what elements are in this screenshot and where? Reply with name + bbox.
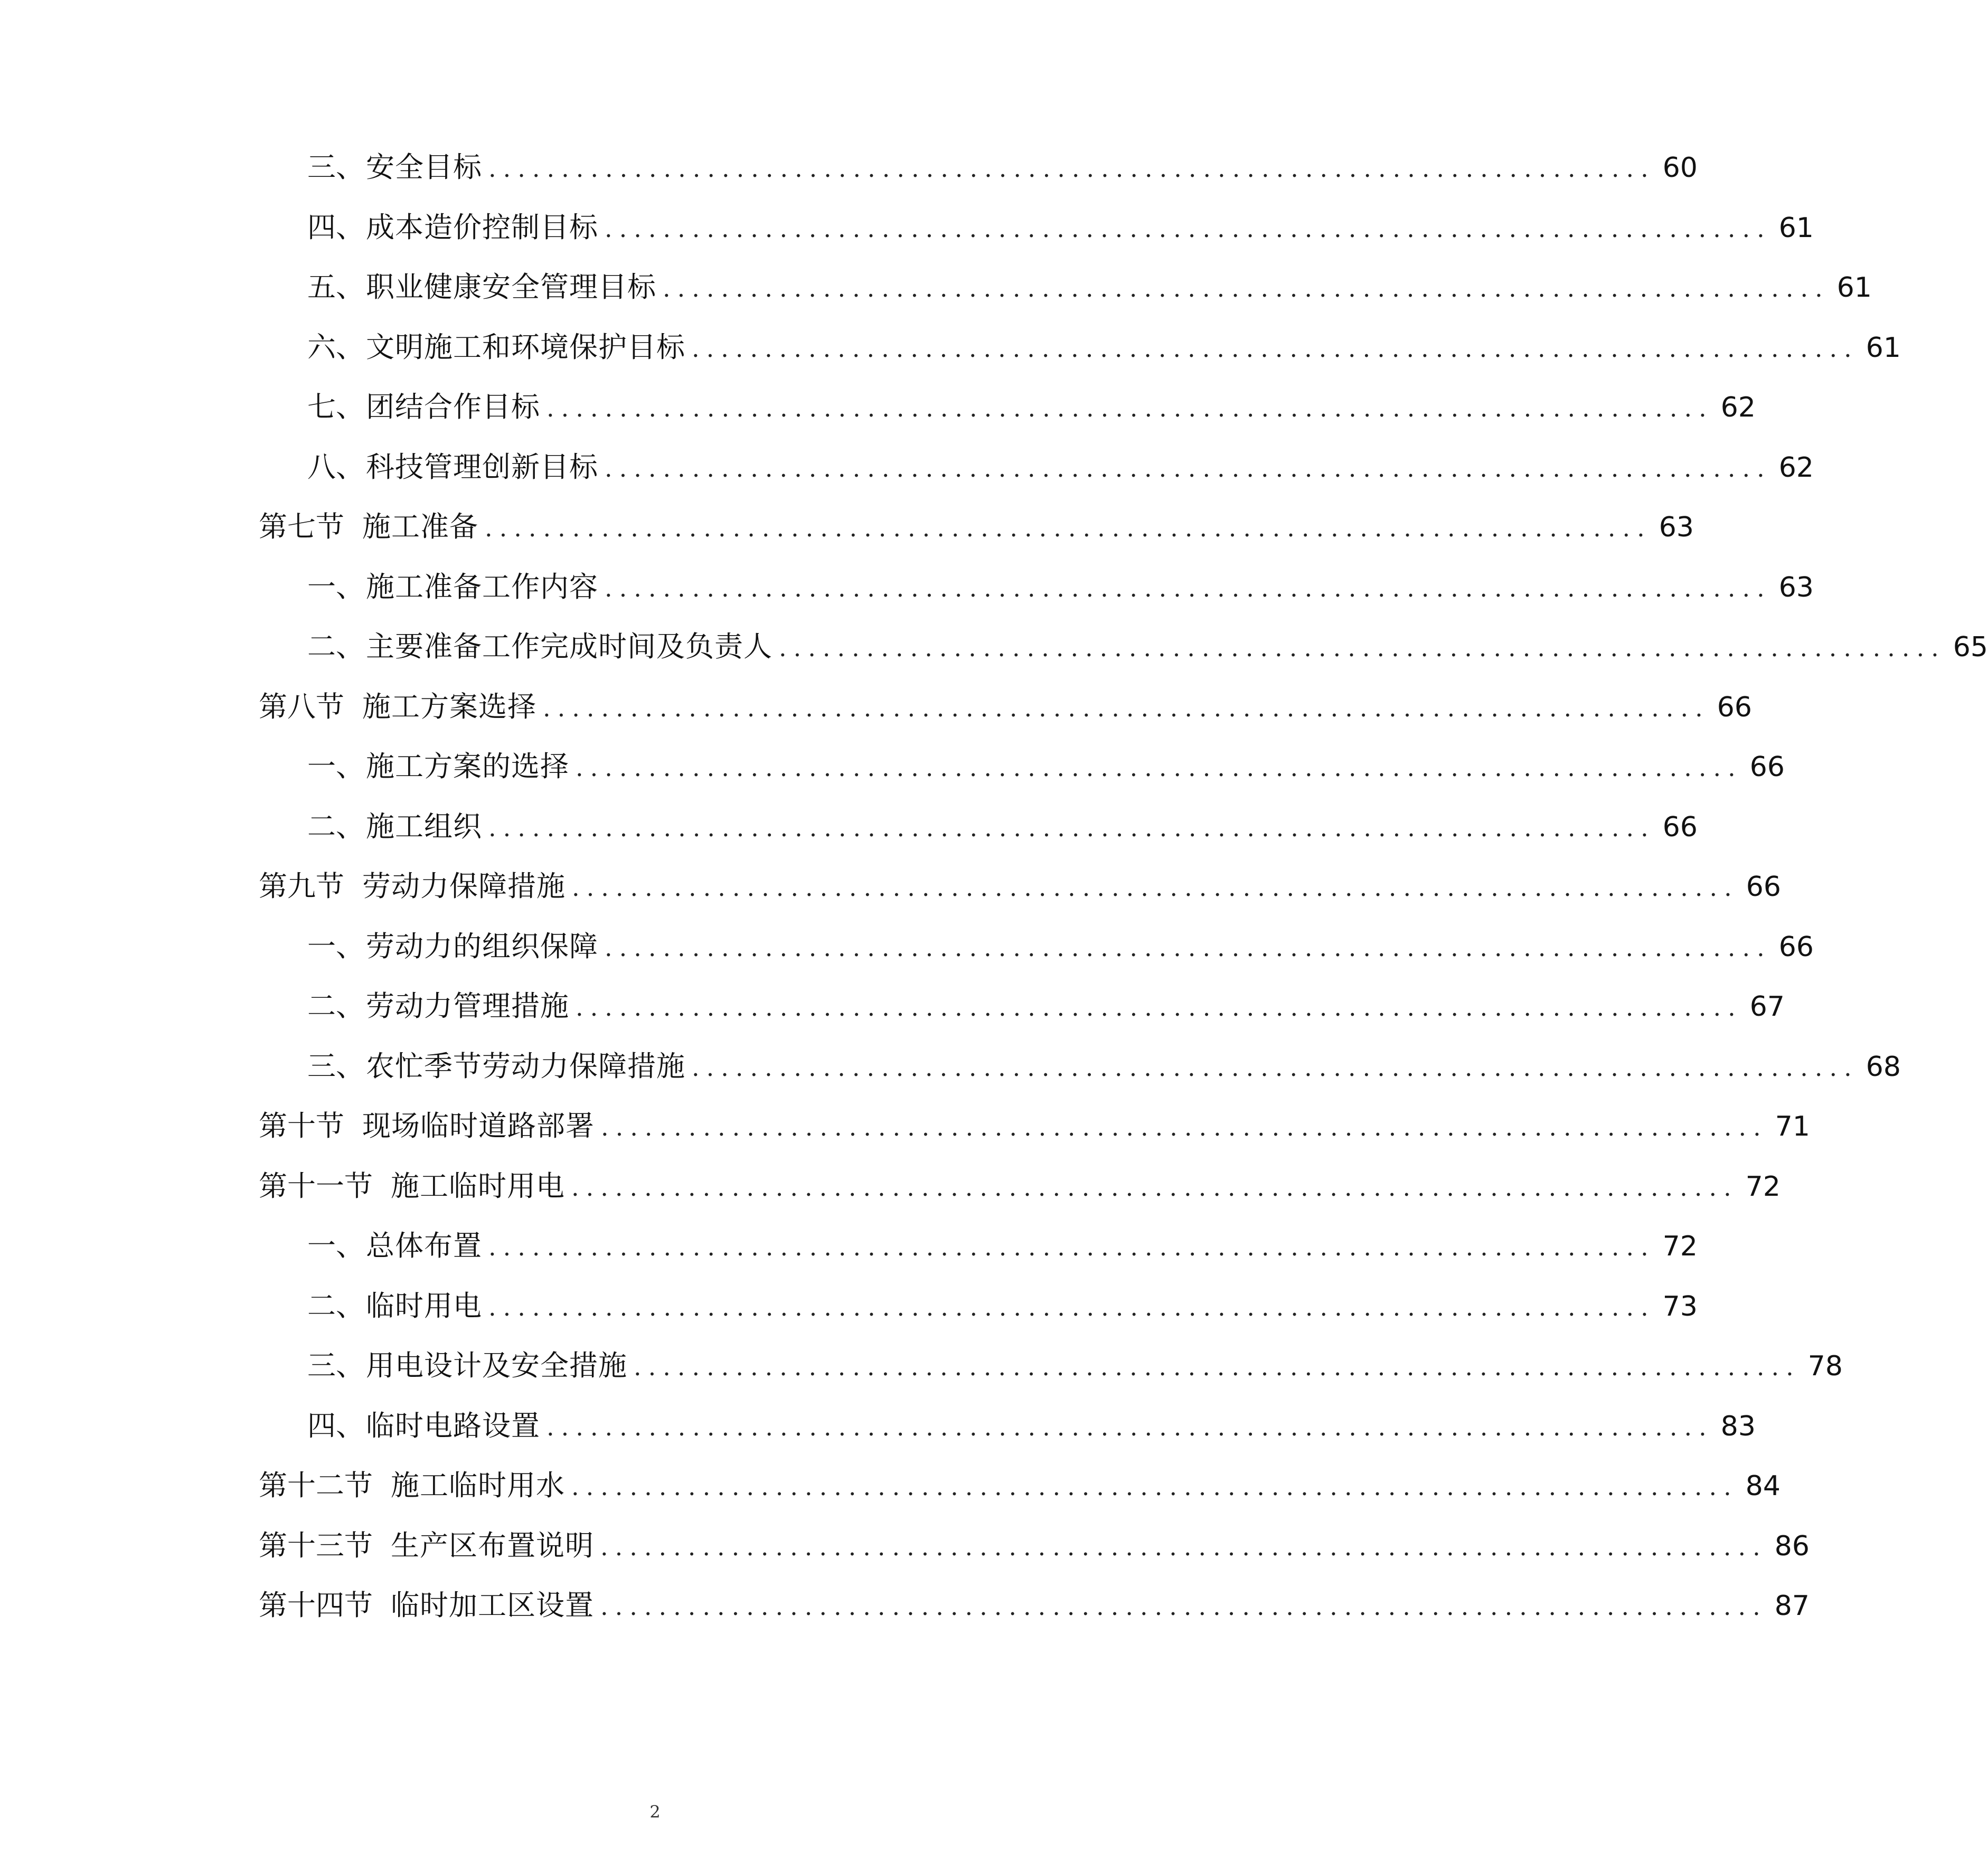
toc-entry-page: 71	[1775, 1111, 1810, 1142]
toc-dot-leader: ................................................................................	[547, 394, 1713, 422]
toc-entry-number: 八、	[307, 450, 364, 484]
toc-entry-title: 临时加工区设置	[391, 1589, 594, 1622]
toc-entry-title: 施工方案的选择	[366, 750, 569, 783]
toc-entry-number: 三、	[307, 1349, 364, 1382]
toc-entry-page: 68	[1865, 1051, 1901, 1083]
toc-subsection-entry[interactable]	[259, 989, 1785, 1052]
toc-subsection-entry[interactable]	[259, 1049, 1901, 1112]
toc-entry-page: 86	[1774, 1530, 1810, 1562]
toc-dot-leader: ................................................................................	[663, 274, 1830, 303]
toc-entry-page: 63	[1778, 571, 1814, 603]
toc-section-entry[interactable]	[259, 870, 1781, 932]
toc-dot-leader: ................................................................................	[600, 1592, 1767, 1621]
toc-subsection-entry[interactable]	[259, 630, 1988, 693]
toc-entry-title: 文明施工和环境保护目标	[366, 330, 685, 364]
toc-subsection-entry[interactable]	[259, 330, 1901, 393]
toc-entry-title: 劳动力的组织保障	[366, 929, 598, 963]
toc-dot-leader: ................................................................................	[601, 1113, 1768, 1141]
toc-entry-page: 62	[1778, 451, 1814, 484]
toc-entry-number: 第十三节	[259, 1528, 373, 1562]
toc-entry-number: 第十四节	[259, 1589, 373, 1622]
toc-dot-leader: ................................................................................	[576, 753, 1742, 782]
toc-entry-title: 生产区布置说明	[391, 1528, 594, 1562]
toc-section-entry[interactable]	[259, 689, 1752, 753]
toc-entry-title: 用电设计及安全措施	[366, 1349, 627, 1382]
toc-subsection-entry[interactable]	[259, 150, 1698, 213]
toc-subsection-entry[interactable]	[259, 210, 1814, 273]
toc-entry-page: 66	[1749, 751, 1785, 783]
toc-entry-number: 二、	[307, 809, 364, 843]
toc-entry-page: 61	[1865, 332, 1901, 364]
toc-entry-title: 施工方案选择	[362, 689, 536, 723]
toc-section-entry[interactable]	[259, 1109, 1810, 1172]
toc-subsection-entry[interactable]	[259, 1409, 1756, 1472]
toc-entry-number: 第八节	[259, 689, 344, 723]
toc-subsection-entry[interactable]	[259, 1289, 1698, 1352]
toc-entry-title: 临时用电	[366, 1289, 482, 1322]
toc-entry-number: 一、	[307, 750, 364, 783]
toc-entry-title: 施工准备	[362, 510, 478, 543]
toc-entry-number: 第九节	[259, 870, 344, 903]
toc-entry-title: 主要准备工作完成时间及负责人	[366, 630, 772, 663]
toc-entry-title: 劳动力保障措施	[362, 870, 566, 903]
toc-dot-leader: ................................................................................	[692, 334, 1859, 363]
toc-dot-leader: ................................................................................	[571, 1173, 1738, 1202]
toc-entry-number: 第十一节	[259, 1169, 373, 1203]
toc-entry-title: 成本造价控制目标	[366, 210, 598, 244]
toc-entry-page: 61	[1778, 212, 1814, 244]
toc-entry-page: 67	[1749, 991, 1785, 1023]
toc-entry-page: 66	[1746, 871, 1781, 903]
toc-entry-title: 现场临时道路部署	[362, 1109, 595, 1142]
toc-dot-leader: ................................................................................	[488, 1292, 1655, 1321]
toc-entry-page: 73	[1662, 1290, 1698, 1322]
toc-entry-number: 第十二节	[259, 1469, 373, 1502]
toc-entry-number: 一、	[307, 929, 364, 963]
toc-entry-title: 施工临时用水	[391, 1469, 565, 1502]
toc-entry-number: 四、	[307, 1409, 364, 1442]
toc-entry-number: 四、	[307, 210, 364, 244]
toc-entry-page: 83	[1720, 1410, 1756, 1442]
toc-dot-leader: ................................................................................	[634, 1353, 1801, 1381]
toc-entry-title: 科技管理创新目标	[366, 450, 598, 484]
toc-entry-page: 65	[1953, 631, 1988, 663]
toc-subsection-entry[interactable]	[259, 1229, 1698, 1292]
toc-dot-leader: ................................................................................	[605, 933, 1772, 962]
toc-dot-leader: ................................................................................	[605, 453, 1772, 483]
toc-subsection-entry[interactable]	[259, 1349, 1843, 1412]
toc-dot-leader: ................................................................................	[605, 573, 1772, 602]
toc-entry-number: 三、	[307, 1049, 364, 1083]
toc-entry-number: 六、	[307, 330, 364, 364]
toc-entry-title: 职业健康安全管理目标	[366, 270, 656, 304]
toc-subsection-entry[interactable]	[259, 809, 1698, 873]
toc-dot-leader: ................................................................................	[488, 154, 1655, 183]
toc-entry-number: 一、	[307, 570, 364, 603]
toc-entry-page: 72	[1745, 1170, 1780, 1203]
toc-entry-page: 63	[1659, 512, 1694, 543]
toc-dot-leader: ................................................................................	[600, 1532, 1767, 1561]
toc-dot-leader: ................................................................................	[576, 993, 1742, 1022]
page-number: 2	[649, 1802, 661, 1822]
toc-entry-page: 66	[1778, 931, 1814, 963]
toc-entry-page: 62	[1720, 392, 1756, 423]
table-of-contents	[259, 150, 1988, 1651]
toc-subsection-entry[interactable]	[259, 270, 1872, 333]
toc-entry-title: 总体布置	[366, 1229, 482, 1262]
toc-dot-leader: ................................................................................	[547, 1412, 1713, 1441]
toc-subsection-entry[interactable]	[259, 929, 1814, 993]
toc-section-entry[interactable]	[259, 1528, 1810, 1592]
toc-dot-leader: ................................................................................	[572, 873, 1739, 902]
toc-entry-number: 一、	[307, 1229, 364, 1262]
toc-entry-number: 五、	[307, 270, 364, 304]
toc-dot-leader: ................................................................................	[779, 634, 1946, 662]
toc-entry-title: 安全目标	[366, 150, 482, 184]
toc-dot-leader: ................................................................................	[692, 1053, 1859, 1082]
toc-subsection-entry[interactable]	[259, 570, 1814, 633]
toc-entry-title: 农忙季节劳动力保障措施	[366, 1049, 685, 1083]
toc-entry-page: 66	[1662, 811, 1698, 843]
toc-entry-page: 72	[1662, 1231, 1698, 1262]
toc-entry-page: 87	[1774, 1590, 1810, 1622]
toc-dot-leader: ................................................................................	[571, 1472, 1738, 1501]
toc-entry-title: 团结合作目标	[366, 390, 540, 423]
toc-entry-number: 第七节	[259, 510, 344, 543]
toc-entry-number: 二、	[307, 1289, 364, 1322]
toc-dot-leader: ................................................................................	[488, 813, 1655, 842]
toc-entry-title: 施工准备工作内容	[366, 570, 598, 603]
toc-subsection-entry[interactable]	[259, 390, 1756, 453]
toc-entry-number: 七、	[307, 390, 364, 423]
toc-dot-leader: ................................................................................	[605, 214, 1772, 243]
toc-section-entry[interactable]	[259, 1169, 1780, 1232]
toc-entry-number: 二、	[307, 989, 364, 1023]
toc-dot-leader: ................................................................................	[488, 1233, 1655, 1261]
toc-entry-number: 二、	[307, 630, 364, 663]
toc-entry-page: 78	[1807, 1350, 1843, 1382]
toc-section-entry[interactable]	[259, 1469, 1780, 1532]
toc-entry-title: 劳动力管理措施	[366, 989, 569, 1023]
toc-entry-number: 三、	[307, 150, 364, 184]
toc-dot-leader: ................................................................................	[485, 514, 1652, 542]
toc-subsection-entry[interactable]	[259, 750, 1785, 812]
toc-entry-title: 临时电路设置	[366, 1409, 540, 1442]
toc-entry-title: 施工临时用电	[391, 1169, 565, 1203]
toc-entry-number: 第十节	[259, 1109, 344, 1142]
toc-subsection-entry[interactable]	[259, 450, 1814, 513]
toc-dot-leader: ................................................................................	[543, 693, 1710, 722]
toc-list	[259, 150, 1988, 1651]
toc-entry-page: 60	[1662, 152, 1698, 184]
toc-entry-page: 84	[1745, 1470, 1780, 1502]
toc-section-entry[interactable]	[259, 510, 1694, 573]
toc-entry-page: 61	[1836, 272, 1872, 304]
toc-section-entry[interactable]	[259, 1589, 1810, 1651]
toc-entry-page: 66	[1717, 691, 1752, 723]
toc-entry-title: 施工组织	[366, 809, 482, 843]
